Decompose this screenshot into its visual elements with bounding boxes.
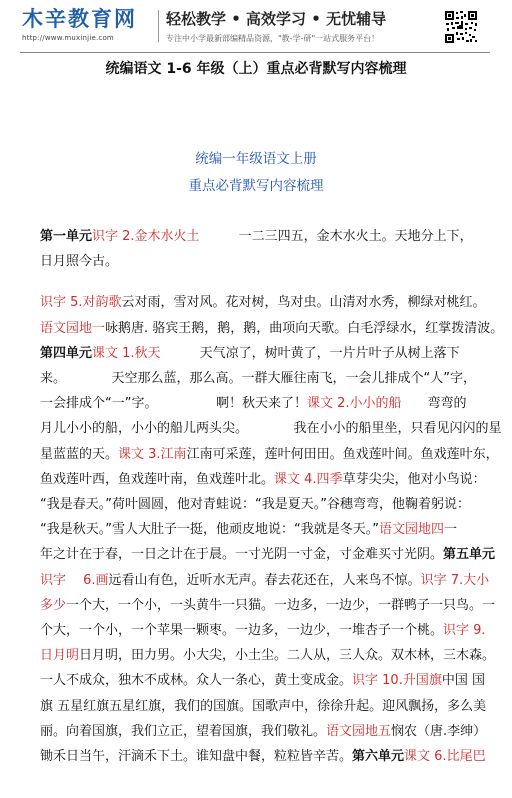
text-segment: “我是春天。”荷叶圆圆，他对青蛙说：“我是夏天。”谷穗弯弯，他鞠着躬说： [40,497,470,513]
text-segment: 旗 五星红旗五星红旗，我们的国旗。国歌声中，徐徐升起。迎风飘扬，多么美 [40,698,487,714]
text-line [40,517,486,542]
page-header [0,0,512,52]
lesson-heading: 语文园地五 [326,723,392,739]
text-line [40,694,486,719]
text-segment: 天气凉了，树叶黄了，一片片叶子从树上落下 [160,345,460,361]
section-subtitle: 统编一年级语文上册 [195,151,317,167]
text-line [40,290,486,315]
lesson-heading: 课文 3.江南 [118,446,187,462]
text-segment: “我是秋天。”雪人大肚子一挺，他顽皮地说：“我就是冬天。” [40,522,379,538]
text-segment: 日月照今古。 [40,254,119,270]
text-line [40,391,486,416]
text-line [40,568,490,593]
text-segment: 一会排成个“一”字。 啊！秋天来了！ [40,396,307,412]
text-segment: 一人不成众，独木不成林。众人一条心，黄土变成金。 [40,673,353,689]
text-segment: 中国 国 [441,673,485,689]
text-segment: 鱼戏莲叶西，鱼戏莲叶南，鱼戏莲叶北。 [40,471,275,487]
header-divider [158,10,159,42]
header-slogan: 轻松教学 • 高效学习 • 无忧辅导 [166,10,387,28]
lesson-heading: 识字 6.画 [40,572,109,588]
text-segment: 一 [443,522,457,538]
text-segment: 弯弯的 [401,396,467,412]
text-line [40,492,486,517]
lesson-heading: 课文 4.四季 [274,471,343,487]
logo-url: http://www.muxinjie.com [22,34,114,42]
lesson-heading: 识字 5.对韵歌 [40,295,122,311]
text-segment: 星蓝蓝的天。 [40,446,119,462]
unit-heading: 第一单元 [40,229,93,244]
lesson-heading: 课文 1.秋天 [92,345,161,361]
text-line [40,341,486,366]
unit-heading: 第四单元 [40,345,93,361]
text-segment: 草芽尖尖，他对小鸟说： [342,471,486,487]
site-logo[interactable] [22,6,137,43]
text-line [40,643,496,668]
header-tagline: 专注中小学最新部编精品资源，"教-学-研"一站式服务平台！ [166,34,380,43]
lesson-heading: 课文 6.比尾巴 [404,749,486,765]
text-line [40,249,486,274]
text-segment: 远看山有色，近听水无声。春去花还在，人来鸟不惊。 [108,572,421,588]
text-line [40,467,486,492]
text-segment: 日月明，田力男。小大尖，小土尘。二人从，三人众。双木林，三木森。 [79,648,496,664]
lesson-heading: 识字 2.金木水火土 [92,229,200,244]
logo-title: 木辛教育网 [22,6,137,31]
text-segment: 丽。向着国旗，我们立正，望着国旗，我们敬礼。 [40,723,327,739]
qr-code-icon [444,10,478,44]
text-segment: 江南可采莲，莲叶何田田。鱼戏莲叶间。鱼戏莲叶东， [186,446,499,462]
lesson-heading: 多少 [40,597,67,613]
lesson-heading: 识字 10.升国旗 [352,673,442,689]
document-body [40,224,504,769]
text-line [40,366,486,391]
text-segment: 一二三四五，金木水火土。天地分上下， [199,229,473,244]
text-line [40,719,486,744]
header-rule [20,52,490,53]
text-line [40,593,496,618]
text-segment: 云对雨，雪对风。花对树，鸟对虫。山清对水秀，柳绿对桃红。 [121,295,486,311]
text-line [40,618,486,643]
text-segment: 锄禾日当午，汗滴禾下土。谁知盘中餐，粒粒皆辛苦。 [40,749,353,765]
section-subtitle-2: 重点必背默写内容梳理 [188,178,324,194]
text-segment: 咏鹅唐. 骆宾王鹅，鹅，鹅，曲项向天歌。白毛浮绿水，红掌拨清波。 [105,320,504,336]
lesson-heading: 课文 2.小小的船 [306,396,402,412]
lesson-heading: 日月明 [40,648,80,664]
text-line [40,668,486,693]
text-segment: 悯农（唐.李绅） [391,723,487,739]
text-segment: 一个大，一个小，一头黄牛一只猫。一边多，一边少，一群鸭子一只鸟。一 [66,597,496,613]
unit-heading: 第六单元 [352,749,405,765]
lesson-heading: 语文园地四 [378,522,444,538]
text-segment: 来。 天空那么蓝，那么高。一群大雁往南飞，一会儿排成个“人”字， [40,371,476,387]
lesson-heading: 识字 9. [443,623,486,639]
text-line [40,442,499,467]
text-line [40,316,504,341]
text-line [40,744,486,769]
document-title: 统编语文 1-6 年级（上）重点必背默写内容梳理 [105,61,407,77]
lesson-heading: 识字 7.大小 [420,572,490,588]
text-segment: 个大，一个小，一个苹果一颗枣。一边多，一边少，一堆杏子一个桃。 [40,623,444,639]
lesson-heading: 语文园地一 [40,320,106,336]
text-segment: 年之计在于春，一日之计在于晨。一寸光阴一寸金，寸金难买寸光阴。 [40,547,444,563]
text-line [40,416,502,441]
unit-heading: 第五单元 [443,547,496,563]
text-segment: 月儿小小的船，小小的船儿两头尖。 我在小小的船里坐，只看见闪闪的星 [40,421,502,437]
text-line [40,224,486,249]
text-line [40,542,496,567]
